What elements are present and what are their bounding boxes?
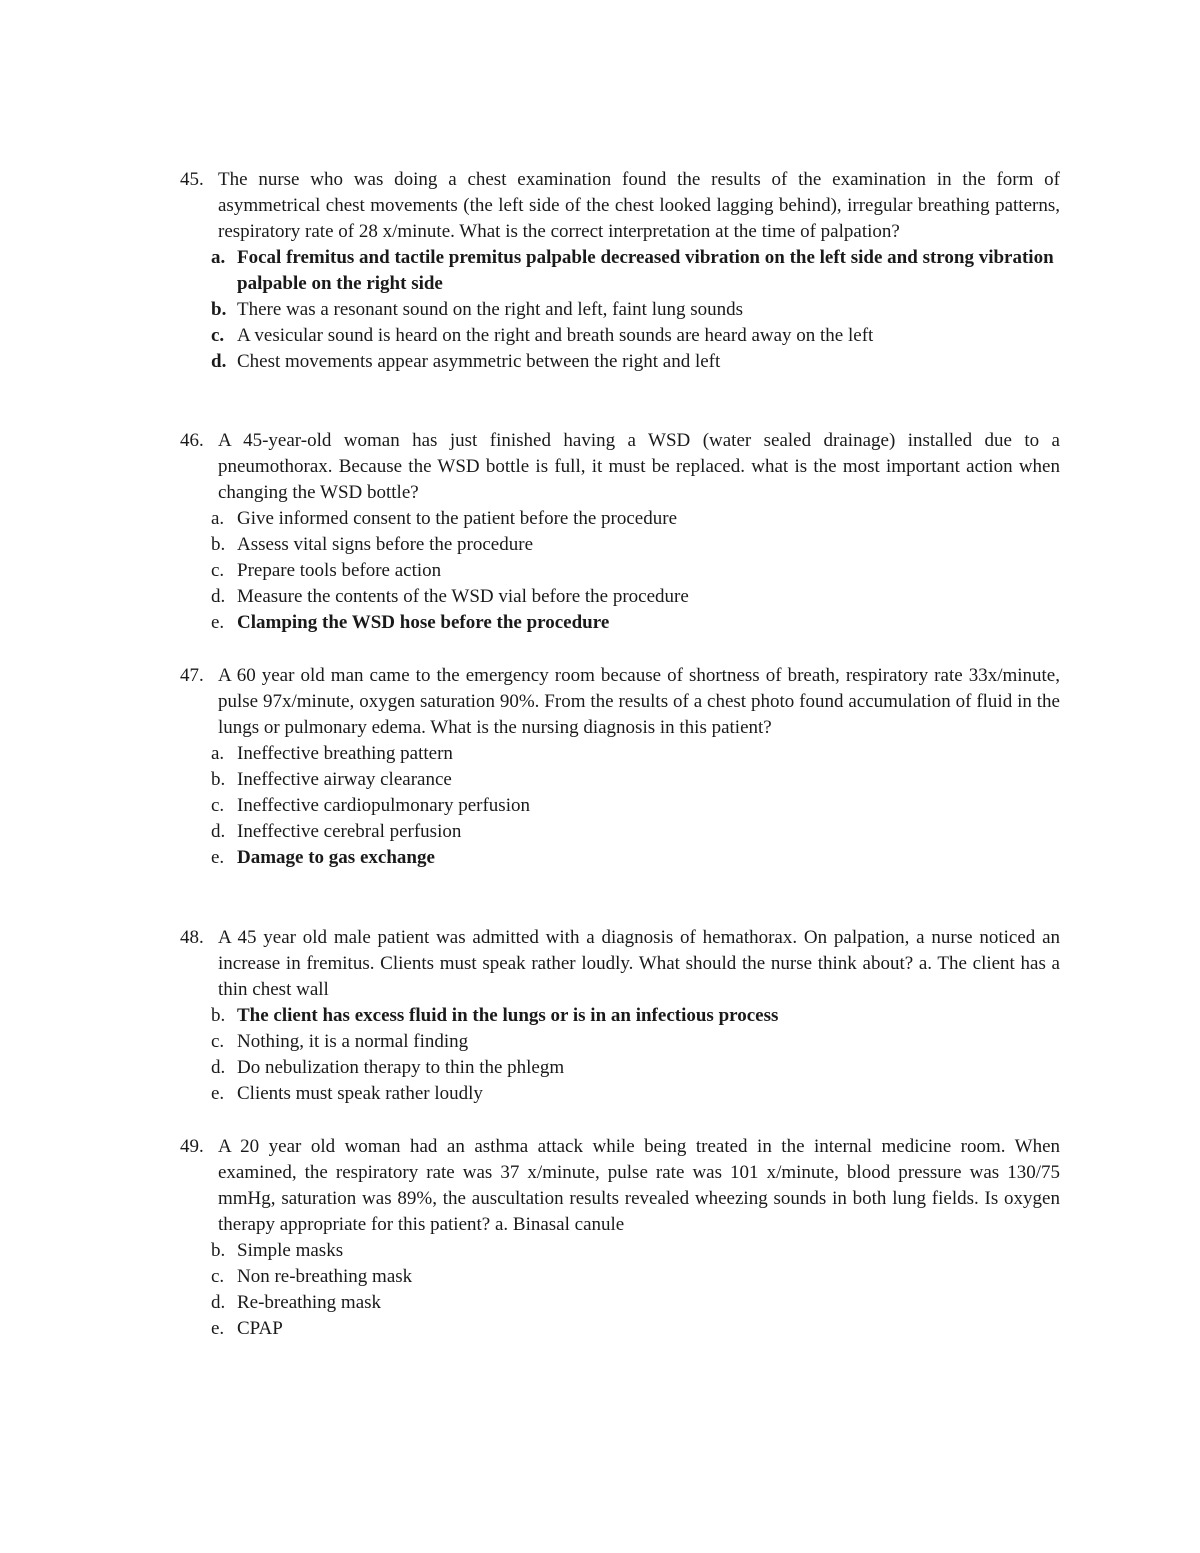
option-text: Damage to gas exchange [237, 847, 435, 868]
option-e [180, 1316, 1060, 1342]
option-text: Chest movements appear asymmetric between the right and left [237, 351, 721, 372]
option-b [180, 297, 1060, 323]
option-e [180, 1081, 1060, 1107]
question-text: A 45-year-old woman has just finished having a WSD (water sealed drainage) installed due to a pneumothorax. Because the WSD bottle is full, it must be replaced. what is the most important action when changing the WSD bottle? [218, 430, 1060, 503]
question-number: 45. [180, 169, 204, 190]
option-letter: c. [211, 325, 225, 346]
option-c [180, 558, 1060, 584]
question-stem [180, 167, 1060, 245]
option-a [180, 741, 1060, 767]
option-text: Prepare tools before action [237, 560, 442, 581]
question-number: 49. [180, 1136, 204, 1157]
question-text: The nurse who was doing a chest examination found the results of the examination in the form of asymmetrical chest movements (the left side of the chest looked lagging behind), irregular breathing patterns, respiratory rate of 28 x/minute. What is the correct interpretation at the time of palpation? [218, 169, 1060, 242]
option-list [180, 1003, 1060, 1107]
option-text: There was a resonant sound on the right and left, faint lung sounds [237, 299, 744, 320]
option-letter: a. [211, 247, 226, 268]
question-text: A 45 year old male patient was admitted with a diagnosis of hemathorax. On palpation, a nurse noticed an increase in fremitus. Clients must speak rather loudly. What should the nurse think about? a. The client has a thin chest wall [218, 927, 1060, 1000]
option-text: Non re-breathing mask [237, 1266, 413, 1287]
option-e-answer [180, 610, 1060, 636]
option-b [180, 1238, 1060, 1264]
option-text: Ineffective cardiopulmonary perfusion [237, 795, 530, 816]
option-letter: b. [211, 769, 226, 790]
option-text: Assess vital signs before the procedure [237, 534, 534, 555]
option-text: Do nebulization therapy to thin the phlegm [237, 1057, 565, 1078]
option-letter: b. [211, 299, 227, 320]
option-letter: c. [211, 1031, 225, 1052]
option-b [180, 532, 1060, 558]
option-letter: d. [211, 821, 226, 842]
question-number: 46. [180, 430, 204, 451]
option-text: Clients must speak rather loudly [237, 1083, 483, 1104]
option-d [180, 1055, 1060, 1081]
option-letter: d. [211, 1292, 226, 1313]
question-number: 47. [180, 665, 204, 686]
option-c [180, 1029, 1060, 1055]
option-letter: d. [211, 1057, 226, 1078]
question-stem [180, 1134, 1060, 1238]
question-text: A 60 year old man came to the emergency room because of shortness of breath, respiratory rate 33x/minute, pulse 97x/minute, oxygen saturation 90%. From the results of a chest photo found accumulation of fluid in the lungs or pulmonary edema. What is the nursing diagnosis in this patient? [218, 665, 1060, 738]
option-letter: e. [211, 612, 225, 633]
question-46 [180, 428, 1060, 636]
option-letter: c. [211, 1266, 225, 1287]
option-letter: d. [211, 351, 227, 372]
option-text: Focal fremitus and tactile premitus palpable decreased vibration on the left side and strong vibration palpable on the right side [237, 247, 1054, 294]
option-d [180, 819, 1060, 845]
option-letter: a. [211, 508, 225, 529]
option-text: Simple masks [237, 1240, 344, 1261]
question-number: 48. [180, 927, 204, 948]
option-letter: a. [211, 743, 225, 764]
option-letter: e. [211, 1318, 225, 1339]
option-letter: e. [211, 1083, 225, 1104]
option-list [180, 741, 1060, 871]
option-a-answer [180, 245, 1060, 297]
option-list [180, 245, 1060, 375]
option-text: Re-breathing mask [237, 1292, 382, 1313]
option-d [180, 584, 1060, 610]
option-letter: c. [211, 560, 225, 581]
option-text: Nothing, it is a normal finding [237, 1031, 469, 1052]
option-letter: d. [211, 586, 226, 607]
option-letter: b. [211, 1240, 226, 1261]
option-text: Ineffective breathing pattern [237, 743, 453, 764]
question-stem [180, 925, 1060, 1003]
option-c [180, 323, 1060, 349]
option-d [180, 349, 1060, 375]
option-text: Ineffective cerebral perfusion [237, 821, 462, 842]
question-48 [180, 925, 1060, 1107]
option-letter: c. [211, 795, 225, 816]
question-stem [180, 428, 1060, 506]
option-text: A vesicular sound is heard on the right and breath sounds are heard away on the left [237, 325, 874, 346]
option-text: The client has excess fluid in the lungs or is in an infectious process [237, 1005, 779, 1026]
option-letter: e. [211, 847, 225, 868]
option-d [180, 1290, 1060, 1316]
option-text: Give informed consent to the patient before the procedure [237, 508, 677, 529]
option-letter: b. [211, 1005, 226, 1026]
option-c [180, 1264, 1060, 1290]
question-stem [180, 663, 1060, 741]
question-45 [180, 167, 1060, 375]
option-c [180, 793, 1060, 819]
option-b [180, 767, 1060, 793]
option-text: Clamping the WSD hose before the procedure [237, 612, 610, 633]
question-47 [180, 663, 1060, 871]
option-letter: b. [211, 534, 226, 555]
option-text: Measure the contents of the WSD vial before the procedure [237, 586, 689, 607]
option-text: CPAP [237, 1318, 283, 1339]
option-e-answer [180, 845, 1060, 871]
question-text: A 20 year old woman had an asthma attack while being treated in the internal medicine room. When examined, the respiratory rate was 37 x/minute, pulse rate was 101 x/minute, blood pressure was 130/75 mmHg, saturation was 89%, the auscultation results revealed wheezing sounds in both lung fields. Is oxygen therapy appropriate for this patient? a. Binasal canule [218, 1136, 1060, 1235]
option-list [180, 506, 1060, 636]
option-b-answer [180, 1003, 1060, 1029]
option-list [180, 1238, 1060, 1342]
option-text: Ineffective airway clearance [237, 769, 452, 790]
question-49 [180, 1134, 1060, 1342]
option-a [180, 506, 1060, 532]
